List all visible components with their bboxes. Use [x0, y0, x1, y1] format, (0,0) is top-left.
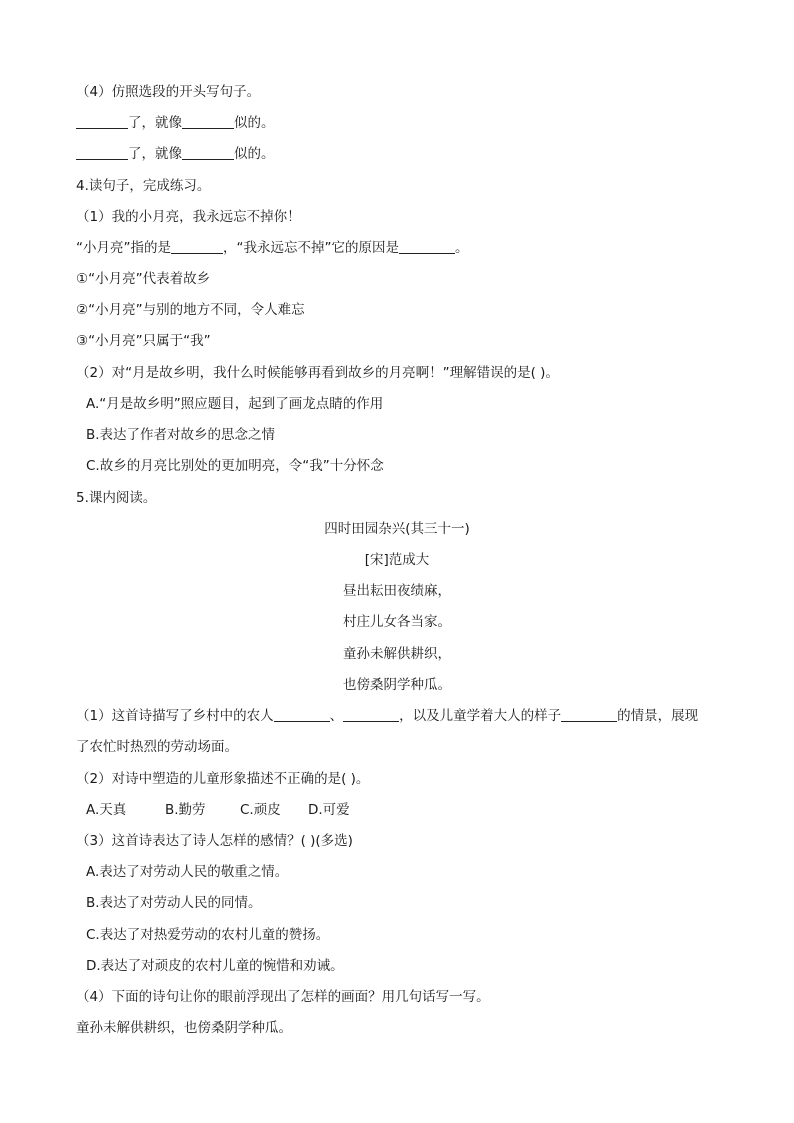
- text: 了，就像: [128, 115, 182, 131]
- text: （1）这首诗描写了乡村中的农人: [76, 708, 274, 724]
- poem-line: 也傍桑阴学种瓜。: [343, 677, 451, 693]
- answer-blank[interactable]: [182, 114, 234, 129]
- answer-blank[interactable]: [182, 145, 234, 160]
- text: “小月亮”指的是: [76, 240, 171, 256]
- poem-line: 昼出耘田夜绩麻，: [343, 583, 451, 599]
- answer-blank[interactable]: [76, 114, 128, 129]
- text: 的情景，展现: [617, 708, 699, 724]
- choice-d: D.可爱: [308, 802, 350, 818]
- choice-c: C.顽皮: [240, 802, 281, 818]
- answer-blank[interactable]: [343, 707, 399, 722]
- q5-sub3-choice-c: C.表达了对热爱劳动的农村儿童的赞扬。: [86, 927, 330, 943]
- text: 、: [329, 708, 344, 724]
- poem-title: 四时田园杂兴(其三十一): [324, 521, 470, 537]
- text: 了，就像: [128, 146, 182, 162]
- poem-line: 村庄儿女各当家。: [343, 614, 451, 630]
- text: 似的。: [234, 146, 275, 162]
- text: 。: [455, 240, 469, 256]
- q4-option-2: ②“小月亮”与别的地方不同，令人难忘: [76, 302, 305, 318]
- q5-sub3-choice-a: A.表达了对劳动人民的敬重之情。: [86, 864, 289, 880]
- q5-sub4-quote: 童孙未解供耕织，也傍桑阴学种瓜。: [76, 1020, 292, 1036]
- q4-sub2-choice-a: A.“月是故乡明”照应题目，起到了画龙点睛的作用: [86, 396, 384, 412]
- q4-option-3: ③“小月亮”只属于“我”: [76, 333, 211, 349]
- q4-sub2-choice-b: B.表达了作者对故乡的思念之情: [86, 427, 276, 443]
- q5-sub3: （3）这首诗表达了诗人怎样的感情？( )(多选): [76, 833, 353, 849]
- q5-sub1-continued: 了农忙时热烈的劳动场面。: [76, 739, 238, 755]
- poem-author: [宋]范成大: [364, 552, 430, 568]
- q5-sub1: [76, 707, 734, 725]
- q3-write-row-1: [76, 114, 734, 132]
- q3-write-row-2: [76, 145, 734, 163]
- q5-sub2: （2）对诗中塑造的儿童形象描述不正确的是( )。: [76, 771, 370, 787]
- q5-sub4: （4）下面的诗句让你的眼前浮现出了怎样的画面？用几句话写一写。: [76, 989, 490, 1005]
- q4-sub2: （2）对“月是故乡明，我什么时候能够再看到故乡的月亮啊！”理解错误的是( )。: [76, 365, 559, 381]
- q4-sub2-choice-c: C.故乡的月亮比别处的更加明亮，令“我”十分怀念: [86, 458, 384, 474]
- q5-sub2-choices: [86, 801, 734, 819]
- q5-title: 5.课内阅读。: [76, 490, 157, 506]
- poem-line: 童孙未解供耕织，: [343, 646, 451, 662]
- choice-b: B.勤劳: [165, 802, 206, 818]
- answer-blank[interactable]: [399, 239, 455, 254]
- q4-title: 4.读句子，完成练习。: [76, 178, 211, 194]
- q4-option-1: ①“小月亮”代表着故乡: [76, 271, 211, 287]
- answer-blank[interactable]: [274, 707, 330, 722]
- text: ，以及儿童学着大人的样子: [399, 708, 562, 724]
- q4-sub1: （1）我的小月亮，我永远忘不掉你！: [76, 209, 301, 225]
- q4-sub1-question: [76, 239, 734, 257]
- choice-a: A.天真: [86, 802, 127, 818]
- text: 似的。: [234, 115, 275, 131]
- q5-sub3-choice-b: B.表达了对劳动人民的同情。: [86, 895, 262, 911]
- answer-blank[interactable]: [171, 239, 223, 254]
- q5-sub3-choice-d: D.表达了对顽皮的农村儿童的惋惜和劝诫。: [86, 958, 344, 974]
- text: ，“我永远忘不掉”它的原因是: [223, 240, 399, 256]
- answer-blank[interactable]: [561, 707, 617, 722]
- answer-blank[interactable]: [76, 145, 128, 160]
- q3-sub4-prompt: （4）仿照选段的开头写句子。: [76, 84, 261, 100]
